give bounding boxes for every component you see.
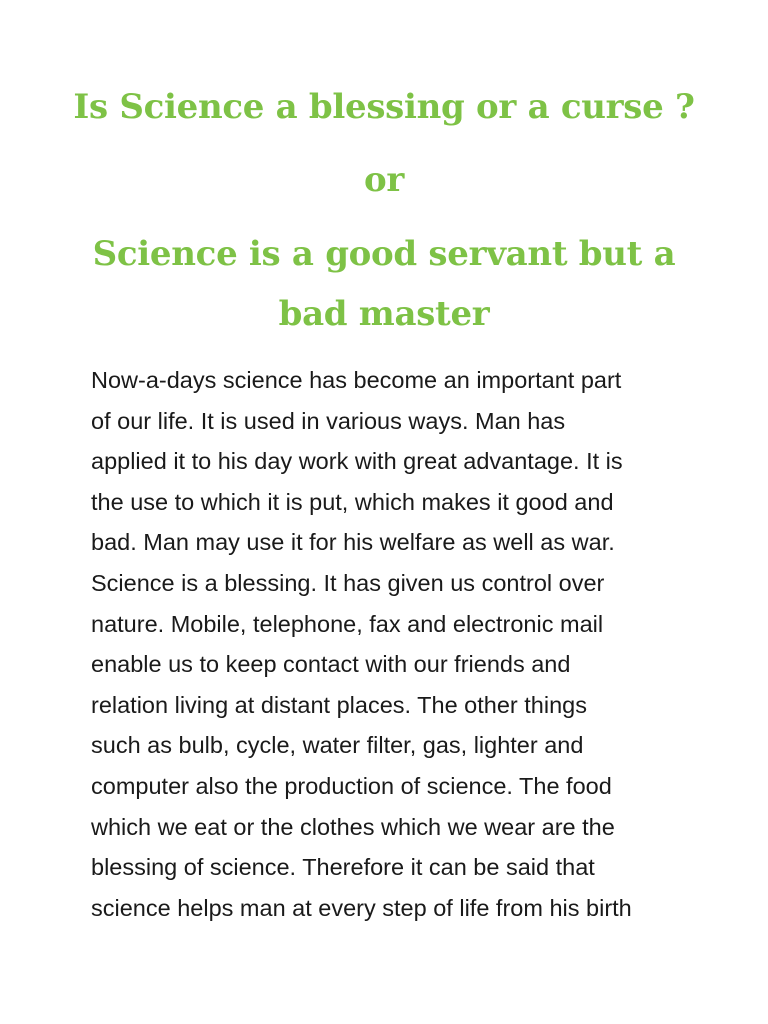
paragraph-line: bad. Man may use it for his welfare as well as war. — [91, 529, 615, 556]
paragraph-line: Science is a blessing. It has given us control over — [91, 569, 605, 596]
paragraph-line: enable us to keep contact with our friends and — [91, 651, 571, 678]
paragraph-line: computer also the production of science. The food — [91, 772, 612, 799]
title-question: Is Science a blessing or a curse ? — [73, 87, 695, 127]
essay-paragraph — [91, 360, 691, 928]
paragraph-line: blessing of science. Therefore it can be said that — [91, 854, 595, 881]
title-alternative — [60, 224, 708, 344]
title-connector: or — [364, 160, 404, 200]
paragraph-line: Now-a-days science has become an important part — [91, 367, 622, 393]
title-alternative-line-2: bad master — [278, 294, 490, 334]
title-alternative-line-1: Science is a good servant but a — [92, 234, 676, 274]
paragraph-line: relation living at distant places. The other things — [91, 691, 587, 718]
paragraph-line: applied it to his day work with great advantage. It is — [91, 448, 623, 475]
paragraph-line: the use to which it is put, which makes it good and — [91, 488, 614, 515]
paragraph-line: of our life. It is used in various ways. Man has — [91, 407, 566, 434]
paragraph-line: such as bulb, cycle, water filter, gas, lighter and — [91, 732, 584, 759]
paragraph-line: nature. Mobile, telephone, fax and electronic mail — [91, 610, 604, 637]
paragraph-line: which we eat or the clothes which we wear are the — [91, 813, 615, 840]
paragraph-line: science helps man at every step of life from his birth — [91, 894, 632, 921]
